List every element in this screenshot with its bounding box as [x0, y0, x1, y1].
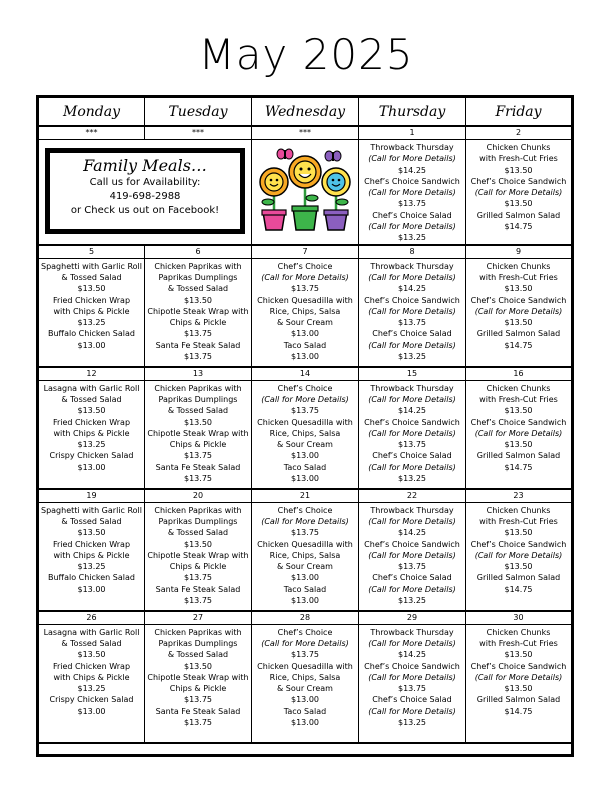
menu-line: Chef’s Choice Sandwich: [364, 295, 460, 305]
date-number: 14: [252, 367, 359, 381]
menu-line: Chipotle Steak Wrap with: [147, 428, 249, 438]
menu-line: (Call for More Details): [368, 222, 456, 232]
menu-line: Taco Salad: [283, 462, 327, 472]
menu-line: Rice, Chips, Salsa: [269, 550, 341, 560]
menu-line: (Call for More Details): [261, 394, 349, 404]
date-number: 21: [252, 489, 359, 503]
menu-line: with Chips & Pickle: [53, 550, 130, 560]
week-3-menu: [38, 380, 573, 489]
menu-line: with Chips & Pickle: [53, 672, 130, 682]
menu-line: $14.75: [504, 340, 533, 350]
menu-line: Chicken Chunks: [486, 627, 551, 637]
menu-line: $13.00: [291, 451, 319, 461]
menu-line: with Fresh-Cut Fries: [479, 516, 558, 526]
menu-line: & Tossed Salad: [167, 406, 229, 416]
menu-line: (Call for More Details): [368, 584, 456, 594]
menu-line: & Tossed Salad: [61, 272, 122, 282]
menu-line: Throwback Thursday: [370, 505, 454, 515]
menu-line: Throwback Thursday: [370, 261, 454, 271]
menu-line: $13.75: [184, 352, 212, 362]
menu-line: Spaghetti with Garlic Roll: [41, 261, 142, 271]
menu-cell: [38, 502, 145, 611]
menu-line: Buffalo Chicken Salad: [48, 573, 135, 583]
date-number: 27: [145, 611, 252, 625]
weekday-friday: Friday: [466, 97, 573, 127]
calendar-footer: [38, 743, 573, 756]
menu-line: Chef’s Choice Sandwich: [364, 176, 460, 186]
menu-cell: [38, 258, 145, 367]
menu-line: Chef’s Choice Salad: [372, 451, 452, 461]
menu-line: Chef’s Choice: [277, 383, 333, 393]
menu-line: Paprikas Dumplings: [158, 638, 238, 648]
menu-line: Chicken Chunks: [486, 143, 551, 152]
menu-cell: [466, 258, 573, 367]
menu-line: $13.00: [77, 706, 106, 716]
flower-left-icon: [260, 168, 288, 230]
menu-line: $13.50: [504, 318, 533, 328]
menu-line: Rice, Chips, Salsa: [269, 428, 341, 438]
menu-line: (Call for More Details): [474, 672, 563, 682]
date-number: 13: [145, 367, 252, 381]
menu-line: Chef’s Choice Salad: [372, 573, 452, 583]
menu-cell: [359, 258, 466, 367]
menu-line: Chef’s Choice Salad: [372, 329, 452, 339]
menu-line: Throwback Thursday: [370, 627, 454, 637]
date-number: 30: [466, 611, 573, 625]
menu-line: Santa Fe Steak Salad: [155, 706, 241, 716]
menu-line: $14.75: [504, 222, 533, 232]
menu-line: Chicken Chunks: [486, 261, 551, 271]
menu-line: Chipotle Steak Wrap with: [147, 672, 249, 682]
menu-line: $13.75: [184, 329, 212, 339]
family-meals-line: or Check us out on Facebook!: [70, 205, 220, 216]
menu-line: Chef’s Choice: [277, 627, 333, 637]
flower-pots-cell: [252, 140, 359, 245]
menu-line: & Sour Cream: [277, 440, 333, 450]
menu-line: $13.00: [77, 462, 106, 472]
menu-line: $13.50: [504, 562, 533, 572]
week-1-menu: [38, 140, 573, 245]
butterfly-icon: [325, 151, 341, 161]
menu-line: $13.25: [398, 474, 426, 484]
menu-line: Chicken Paprikas with: [154, 383, 242, 393]
weekday-tuesday: Tuesday: [145, 97, 252, 127]
menu-line: Chef’s Choice: [277, 261, 333, 271]
menu-line: $13.50: [184, 417, 212, 427]
menu-line: with Fresh-Cut Fries: [479, 272, 558, 282]
menu-line: with Fresh-Cut Fries: [479, 154, 558, 164]
menu-line: $14.25: [398, 165, 426, 175]
family-meals-cell: [38, 140, 252, 245]
menu-cell: [359, 140, 466, 245]
menu-line: & Sour Cream: [277, 684, 333, 694]
menu-line: $13.00: [77, 584, 106, 594]
menu-line: Chef’s Choice Salad: [372, 695, 452, 705]
menu-line: $13.50: [504, 650, 533, 660]
menu-line: Paprikas Dumplings: [158, 394, 238, 404]
date-number: 12: [38, 367, 145, 381]
menu-line: Chef’s Choice Sandwich: [364, 539, 460, 549]
menu-line: Throwback Thursday: [370, 143, 454, 152]
menu-line: Lasagna with Garlic Roll: [43, 627, 140, 637]
menu-line: Chicken Chunks: [486, 505, 551, 515]
menu-line: & Tossed Salad: [61, 394, 122, 404]
menu-line: $13.50: [77, 406, 106, 416]
menu-line: with Fresh-Cut Fries: [479, 638, 558, 648]
date-number: 26: [38, 611, 145, 625]
menu-line: $13.75: [291, 528, 319, 538]
menu-line: $13.00: [291, 596, 319, 606]
menu-line: $14.75: [504, 462, 533, 472]
date-number: 16: [466, 367, 573, 381]
menu-line: $13.50: [504, 284, 533, 294]
menu-line: Chipotle Steak Wrap with: [147, 306, 249, 316]
menu-calendar: [36, 95, 574, 757]
menu-line: (Call for More Details): [474, 428, 563, 438]
menu-cell: [38, 380, 145, 489]
weekday-thursday: Thursday: [359, 97, 466, 127]
menu-line: Taco Salad: [283, 340, 327, 350]
menu-line: $14.25: [398, 284, 426, 294]
family-meals-title: Family Meals…: [83, 156, 207, 175]
weekday-header-row: [38, 97, 573, 127]
menu-line: (Call for More Details): [368, 638, 456, 648]
menu-line: with Fresh-Cut Fries: [479, 394, 558, 404]
flower-middle-icon: [289, 156, 321, 230]
menu-line: $14.25: [398, 528, 426, 538]
menu-line: Spaghetti with Garlic Roll: [41, 505, 142, 515]
page-title: May 2025: [198, 30, 414, 79]
menu-line: $13.75: [291, 406, 319, 416]
menu-line: $13.00: [291, 695, 319, 705]
date-number: 2: [466, 126, 573, 140]
menu-cell: [466, 140, 573, 245]
menu-line: Chicken Quesadilla with: [257, 417, 353, 427]
menu-line: $13.50: [184, 539, 212, 549]
menu-line: $13.50: [77, 650, 106, 660]
week-5-dates: [38, 611, 573, 625]
menu-cell: [145, 502, 252, 611]
menu-line: $13.50: [504, 528, 533, 538]
menu-line: $13.25: [77, 562, 106, 572]
menu-line: $13.50: [184, 295, 212, 305]
menu-line: $13.25: [398, 596, 426, 606]
menu-line: $13.25: [77, 684, 106, 694]
menu-line: Santa Fe Steak Salad: [155, 584, 241, 594]
menu-line: & Tossed Salad: [167, 650, 229, 660]
menu-line: Santa Fe Steak Salad: [155, 462, 241, 472]
menu-line: Chef’s Choice Sandwich: [470, 661, 567, 671]
date-number: 6: [145, 245, 252, 259]
menu-line: Fried Chicken Wrap: [52, 661, 131, 671]
menu-line: $13.75: [398, 440, 426, 450]
menu-cell: [359, 624, 466, 743]
menu-line: $13.00: [291, 474, 319, 484]
date-number: 23: [466, 489, 573, 503]
menu-cell: [359, 502, 466, 611]
menu-line: with Chips & Pickle: [53, 428, 130, 438]
menu-line: & Sour Cream: [277, 562, 333, 572]
week-5-menu: [38, 624, 573, 743]
week-1-dates: [38, 126, 573, 140]
menu-cell: [38, 624, 145, 743]
menu-line: (Call for More Details): [474, 306, 563, 316]
menu-line: Paprikas Dumplings: [158, 516, 238, 526]
menu-line: (Call for More Details): [368, 306, 456, 316]
menu-cell: [252, 258, 359, 367]
menu-line: (Call for More Details): [368, 188, 456, 198]
menu-line: $13.75: [184, 573, 212, 583]
menu-line: $13.25: [398, 718, 426, 728]
date-number: 15: [359, 367, 466, 381]
menu-line: (Call for More Details): [474, 188, 563, 198]
menu-line: Grilled Salmon Salad: [476, 451, 561, 461]
menu-line: Grilled Salmon Salad: [476, 573, 561, 583]
menu-line: Lasagna with Garlic Roll: [43, 383, 140, 393]
week-4-dates: [38, 489, 573, 503]
menu-line: & Tossed Salad: [167, 528, 229, 538]
date-number: ***: [252, 126, 359, 140]
menu-line: $13.50: [504, 684, 533, 694]
menu-line: $13.25: [77, 440, 106, 450]
menu-line: $13.50: [504, 406, 533, 416]
menu-line: $14.75: [504, 584, 533, 594]
menu-line: Buffalo Chicken Salad: [48, 329, 135, 339]
menu-line: $13.00: [291, 718, 319, 728]
menu-line: $13.50: [504, 165, 533, 175]
date-number: 1: [359, 126, 466, 140]
menu-cell: [145, 380, 252, 489]
menu-cell: [359, 380, 466, 489]
menu-cell: [145, 624, 252, 743]
menu-line: Chicken Quesadilla with: [257, 295, 353, 305]
menu-line: $13.75: [291, 284, 319, 294]
menu-line: $13.50: [504, 199, 533, 209]
date-number: ***: [38, 126, 145, 140]
flower-pots-illustration: [257, 144, 353, 240]
menu-line: (Call for More Details): [368, 428, 456, 438]
menu-line: $13.50: [504, 440, 533, 450]
menu-line: Chips & Pickle: [169, 562, 227, 572]
menu-line: Throwback Thursday: [370, 383, 454, 393]
menu-line: Taco Salad: [283, 584, 327, 594]
menu-line: $13.25: [398, 352, 426, 362]
menu-line: Chef’s Choice Sandwich: [470, 417, 567, 427]
weekday-monday: Monday: [38, 97, 145, 127]
menu-line: $13.00: [291, 573, 319, 583]
menu-line: Grilled Salmon Salad: [476, 695, 561, 705]
date-number: 5: [38, 245, 145, 259]
date-number: 22: [359, 489, 466, 503]
menu-line: (Call for More Details): [368, 516, 456, 526]
menu-line: $13.75: [291, 650, 319, 660]
date-number: 20: [145, 489, 252, 503]
menu-line: $13.00: [291, 352, 319, 362]
menu-line: Chef’s Choice Sandwich: [470, 539, 567, 549]
week-4-menu: [38, 502, 573, 611]
menu-line: $13.25: [398, 233, 426, 243]
menu-line: $13.75: [398, 684, 426, 694]
date-number: 19: [38, 489, 145, 503]
menu-line: Chicken Paprikas with: [154, 261, 242, 271]
menu-cell: [145, 258, 252, 367]
week-3-dates: [38, 367, 573, 381]
menu-line: Chicken Quesadilla with: [257, 539, 353, 549]
menu-line: $13.50: [184, 661, 212, 671]
menu-line: Chips & Pickle: [169, 318, 227, 328]
menu-line: (Call for More Details): [368, 154, 456, 164]
menu-line: Chef’s Choice Salad: [372, 210, 452, 220]
date-number: 28: [252, 611, 359, 625]
menu-line: Fried Chicken Wrap: [52, 295, 131, 305]
family-meals-phone: 419-698-2988: [109, 191, 181, 202]
flower-right-icon: [322, 168, 350, 230]
menu-line: $13.50: [77, 284, 106, 294]
menu-line: $13.75: [398, 199, 426, 209]
menu-line: Chicken Chunks: [486, 383, 551, 393]
date-number: 7: [252, 245, 359, 259]
menu-line: $13.00: [291, 329, 319, 339]
menu-line: (Call for More Details): [368, 394, 456, 404]
menu-line: $13.75: [184, 695, 212, 705]
menu-line: $13.75: [398, 562, 426, 572]
menu-line: $13.75: [184, 596, 212, 606]
date-number: 29: [359, 611, 466, 625]
menu-line: (Call for More Details): [261, 638, 349, 648]
date-number: ***: [145, 126, 252, 140]
menu-line: Chef’s Choice: [277, 505, 333, 515]
menu-line: $13.75: [398, 318, 426, 328]
menu-line: Chips & Pickle: [169, 440, 227, 450]
weekday-wednesday: Wednesday: [252, 97, 359, 127]
menu-line: $13.75: [184, 718, 212, 728]
menu-line: Chipotle Steak Wrap with: [147, 550, 249, 560]
menu-line: & Tossed Salad: [167, 284, 229, 294]
menu-line: (Call for More Details): [368, 672, 456, 682]
date-number: 9: [466, 245, 573, 259]
menu-line: Chicken Paprikas with: [154, 505, 242, 515]
menu-line: (Call for More Details): [261, 272, 349, 282]
menu-line: $14.75: [504, 706, 533, 716]
week-2-menu: [38, 258, 573, 367]
menu-line: $13.00: [77, 340, 106, 350]
menu-line: Chicken Quesadilla with: [257, 661, 353, 671]
butterfly-icon: [277, 149, 293, 159]
menu-line: & Sour Cream: [277, 318, 333, 328]
menu-cell: [466, 380, 573, 489]
menu-line: Chef’s Choice Sandwich: [470, 176, 567, 186]
menu-cell: [466, 502, 573, 611]
menu-line: (Call for More Details): [368, 462, 456, 472]
menu-cell: [252, 624, 359, 743]
menu-cell: [252, 502, 359, 611]
menu-line: Taco Salad: [283, 706, 327, 716]
menu-line: (Call for More Details): [474, 550, 563, 560]
family-meals-line: Call us for Availability:: [89, 177, 201, 188]
menu-line: Rice, Chips, Salsa: [269, 306, 341, 316]
menu-line: & Tossed Salad: [61, 516, 122, 526]
menu-line: Paprikas Dumplings: [158, 272, 238, 282]
menu-line: Crispy Chicken Salad: [49, 451, 134, 461]
menu-line: Chef’s Choice Sandwich: [470, 295, 567, 305]
calendar-footer-row: [38, 743, 573, 756]
menu-line: $13.25: [77, 318, 106, 328]
menu-line: Grilled Salmon Salad: [476, 329, 561, 339]
menu-line: Chips & Pickle: [169, 684, 227, 694]
menu-line: Rice, Chips, Salsa: [269, 672, 341, 682]
menu-line: Chef’s Choice Sandwich: [364, 661, 460, 671]
menu-line: Santa Fe Steak Salad: [155, 340, 241, 350]
menu-line: (Call for More Details): [368, 550, 456, 560]
menu-line: $13.75: [184, 451, 212, 461]
menu-line: (Call for More Details): [368, 272, 456, 282]
menu-line: (Call for More Details): [261, 516, 349, 526]
menu-line: $14.25: [398, 650, 426, 660]
menu-line: with Chips & Pickle: [53, 306, 130, 316]
menu-line: (Call for More Details): [368, 706, 456, 716]
menu-line: Fried Chicken Wrap: [52, 417, 131, 427]
menu-line: Fried Chicken Wrap: [52, 539, 131, 549]
family-meals-box: [45, 148, 245, 234]
menu-line: & Tossed Salad: [61, 638, 122, 648]
menu-line: Chicken Paprikas with: [154, 627, 242, 637]
menu-line: $13.75: [184, 474, 212, 484]
menu-line: Grilled Salmon Salad: [476, 210, 561, 220]
menu-line: $13.50: [77, 528, 106, 538]
menu-line: (Call for More Details): [368, 340, 456, 350]
menu-line: $14.25: [398, 406, 426, 416]
date-number: 8: [359, 245, 466, 259]
menu-cell: [252, 380, 359, 489]
week-2-dates: [38, 245, 573, 259]
menu-cell: [466, 624, 573, 743]
menu-line: Crispy Chicken Salad: [49, 695, 134, 705]
menu-line: Chef’s Choice Sandwich: [364, 417, 460, 427]
